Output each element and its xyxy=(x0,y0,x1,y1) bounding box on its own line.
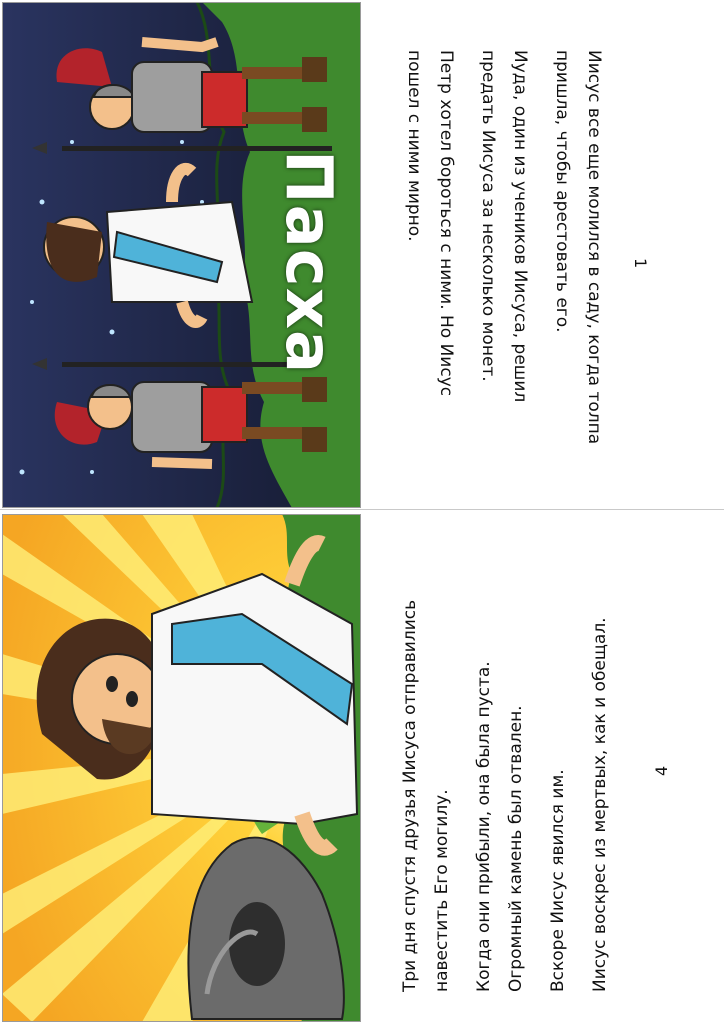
page-title: Пасха xyxy=(271,150,345,375)
text-line: Вскоре Иисус явился им. xyxy=(548,769,568,992)
page-number-1: 1 xyxy=(631,258,650,269)
text-line: Три дня спустя друзья Иисуса отправились xyxy=(400,599,420,992)
text-line: Иисус все еще молился в саду, когда толпа xyxy=(584,50,604,445)
page-4-text xyxy=(394,600,616,992)
text-line: Иисус воскрес из мертвых, как и обещал. xyxy=(590,617,610,992)
text-line: Петр хотел бороться с ними. Но Иисус xyxy=(436,50,456,397)
page-number-4: 4 xyxy=(652,765,671,776)
text-line: пошел с ними мирно. xyxy=(404,50,424,242)
page-divider xyxy=(0,509,724,510)
page-1-text xyxy=(398,50,610,444)
text-line: Огромный камень был отвален. xyxy=(506,705,526,992)
text-line: пришла, чтобы арестовать его. xyxy=(552,50,572,333)
text-line: Когда они прибыли, она была пуста. xyxy=(474,661,494,992)
text-line: навестить Его могилу. xyxy=(432,789,452,992)
text-line: Иуда, один из учеников Иисуса, решил xyxy=(510,50,530,403)
text-line: предать Иисуса за несколько монет. xyxy=(478,50,498,382)
page-4-frame xyxy=(2,514,361,1022)
